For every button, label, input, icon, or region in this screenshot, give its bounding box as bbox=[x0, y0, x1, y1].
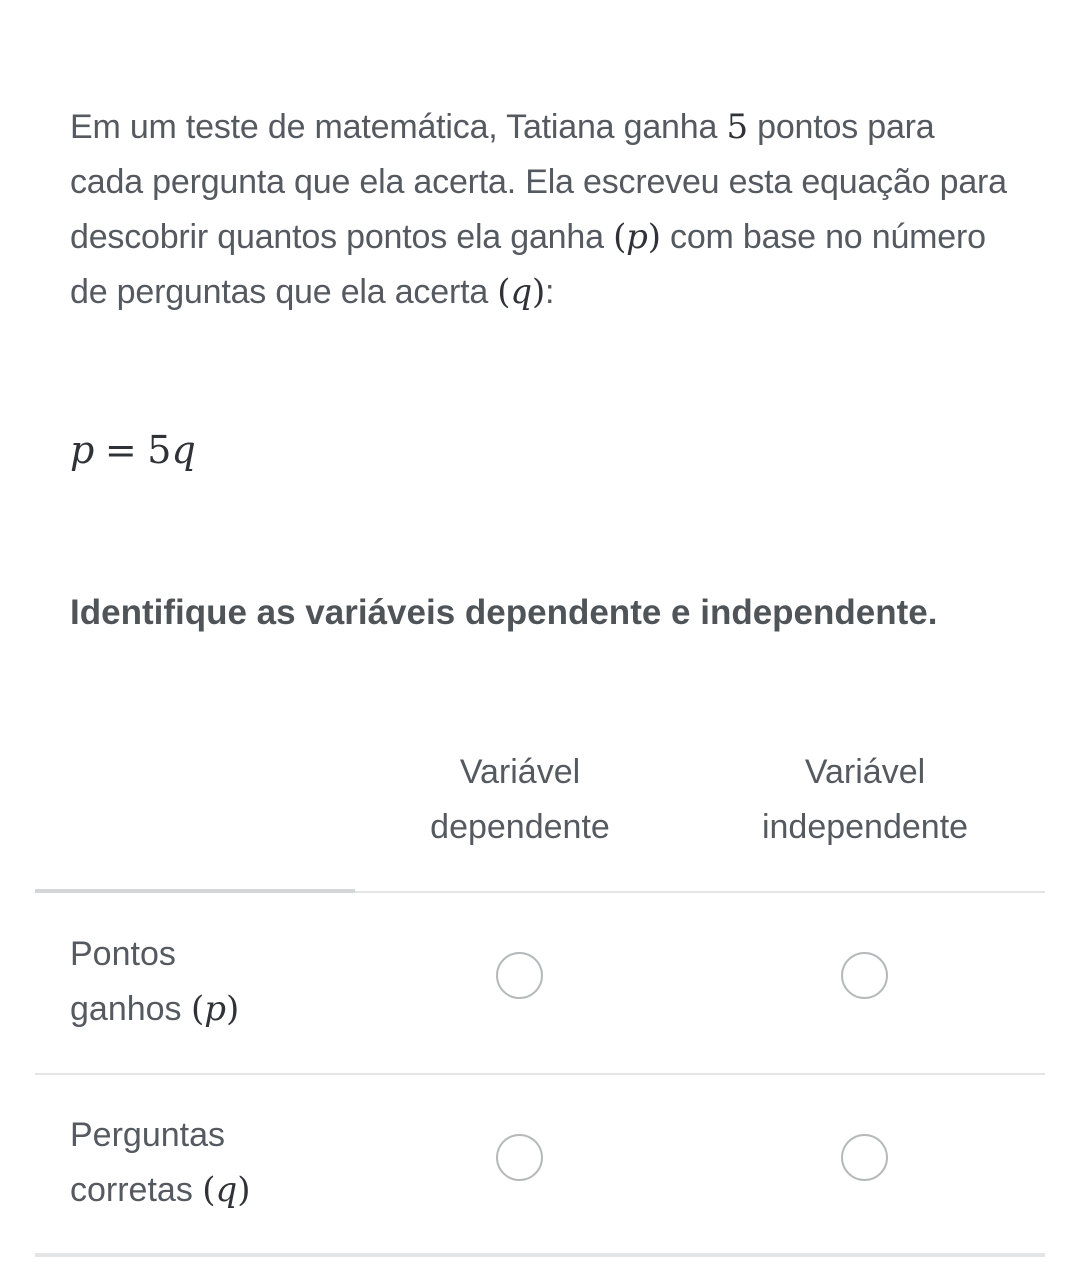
equation-equals: = bbox=[104, 428, 137, 472]
math-number-5: 5 bbox=[726, 107, 748, 147]
math-var-q: q bbox=[215, 1170, 238, 1210]
radio-correct-independent[interactable] bbox=[841, 1134, 888, 1181]
radio-correct-dependent[interactable] bbox=[496, 1134, 543, 1181]
problem-text-2: pontos para cada pergunta que ela acerta. Ela escreveu esta equação para descobrir quantos pontos ela ganha bbox=[70, 108, 1007, 256]
problem-statement bbox=[70, 100, 1010, 320]
close-paren: ) bbox=[226, 989, 240, 1029]
problem-text-3: com base no número de perguntas que ela acerta bbox=[70, 218, 986, 311]
column-header-dependent bbox=[370, 745, 670, 855]
row-label-correct-questions bbox=[70, 1108, 350, 1218]
row-label-points-line1: Pontos bbox=[70, 935, 176, 973]
math-var-p: p bbox=[204, 989, 227, 1029]
radio-points-independent[interactable] bbox=[841, 952, 888, 999]
equation bbox=[70, 420, 196, 481]
math-var-q: q bbox=[510, 272, 532, 312]
equation-rhs-var: q bbox=[171, 428, 196, 472]
row-divider bbox=[35, 1073, 1045, 1075]
column-header-dependent-line2: dependente bbox=[430, 808, 610, 846]
open-paren: ( bbox=[202, 1170, 216, 1210]
row-label-points-line2 bbox=[70, 982, 350, 1037]
row-label-correct-line1: Perguntas bbox=[70, 1116, 225, 1154]
table-bottom-divider bbox=[35, 1253, 1045, 1257]
radio-points-dependent[interactable] bbox=[496, 952, 543, 999]
close-paren: ) bbox=[237, 1170, 251, 1210]
row-label-correct-line2 bbox=[70, 1163, 350, 1218]
problem-text-4: : bbox=[545, 273, 555, 311]
header-divider-left bbox=[35, 889, 355, 893]
equation-lhs: p bbox=[70, 428, 95, 472]
header-divider-right bbox=[355, 891, 1045, 893]
open-paren: ( bbox=[613, 217, 627, 257]
question-prompt: Identifique as variáveis dependente e independente. bbox=[70, 593, 938, 632]
math-var-p: p bbox=[626, 217, 648, 257]
column-header-independent bbox=[715, 745, 1015, 855]
equation-coefficient: 5 bbox=[147, 428, 172, 472]
column-header-independent-line1: Variável bbox=[804, 753, 926, 791]
row-label-points-text: ganhos bbox=[70, 990, 191, 1028]
close-paren: ) bbox=[647, 217, 661, 257]
row-label-correct-text: corretas bbox=[70, 1171, 203, 1209]
problem-text-1: Em um teste de matemática, Tatiana ganha bbox=[70, 108, 727, 146]
row-label-points bbox=[70, 927, 350, 1037]
open-paren: ( bbox=[497, 272, 511, 312]
close-paren: ) bbox=[531, 272, 546, 312]
open-paren: ( bbox=[191, 989, 205, 1029]
column-header-dependent-line1: Variável bbox=[459, 753, 581, 791]
column-header-independent-line2: independente bbox=[761, 808, 969, 846]
